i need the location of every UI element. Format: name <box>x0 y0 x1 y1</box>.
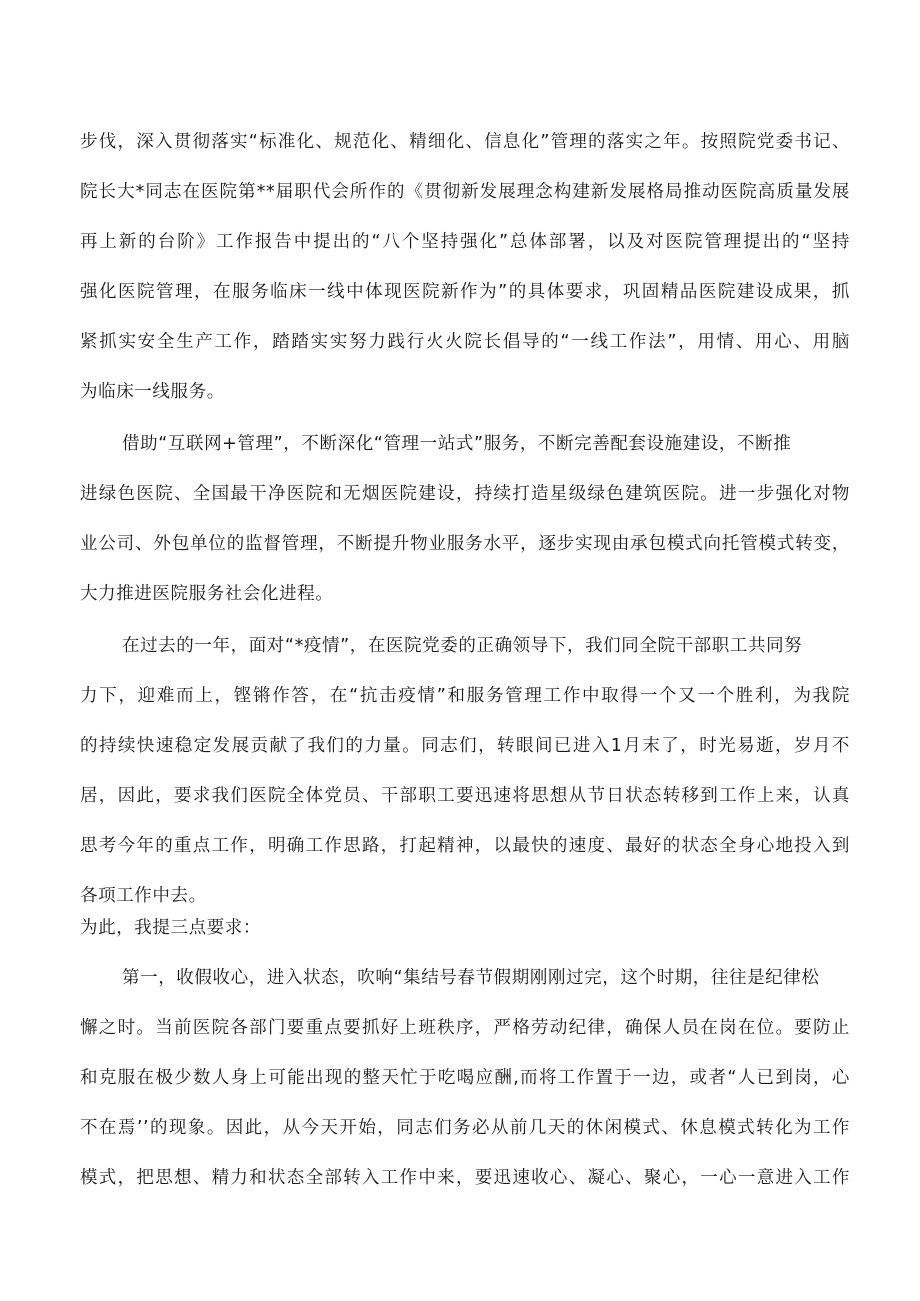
paragraph-5-line-1: 第一，收假收心，进入状态，吹响“集结号春节假期刚刚过完，这个时期，往往是纪律松 <box>122 968 820 988</box>
paragraph-3-line-5: 思考今年的重点工作，明确工作思路，打起精神，以最快的速度、最好的状态全身心地投入到 <box>80 836 850 856</box>
paragraph-2-line-2: 进绿色医院、全国最干净医院和无烟医院建设，持续打造星级绿色建筑医院。进一步强化对物 <box>80 484 850 504</box>
paragraph-5-line-3: 和克服在极少数人身上可能出现的整天忙于吃喝应酬,而将工作置于一边，或者“人已到岗，心 <box>80 1068 850 1088</box>
paragraph-1-line-2: 院长大*同志在医院第**届职代会所作的《贯彻新发展理念构建新发展格局推动医院高质量发展 <box>80 182 850 202</box>
paragraph-4-line-1: 为此，我提三点要求： <box>80 918 261 938</box>
paragraph-2-line-4: 大力推进医院服务社会化进程。 <box>80 584 334 604</box>
paragraph-1-line-3: 再上新的台阶》工作报告中提出的“八个坚持强化”总体部署，以及对医院管理提出的“坚持 <box>80 232 850 252</box>
paragraph-5-line-4: 不在焉’’的现象。因此，从今天开始，同志们务必从前几天的休闲模式、休息模式转化为工作 <box>80 1118 850 1138</box>
paragraph-3-line-4: 居，因此，要求我们医院全体党员、干部职工要迅速将思想从节日状态转移到工作上来，认真 <box>80 786 850 806</box>
paragraph-5-line-5: 模式，把思想、精力和状态全部转入工作中来，要迅速收心、凝心、聚心，一心一意进入工作 <box>80 1168 850 1188</box>
paragraph-1-line-4: 强化医院管理，在服务临床一线中体现医院新作为”的具体要求，巩固精品医院建设成果，抓 <box>80 282 850 302</box>
paragraph-5-line-2: 懈之时。当前医院各部门要重点要抓好上班秩序，严格劳动纪律，确保人员在岗在位。要防止 <box>80 1018 850 1038</box>
paragraph-3-line-2: 力下，迎难而上，铿锵作答，在“抗击疫情”和服务管理工作中取得一个又一个胜利，为我院 <box>80 686 850 706</box>
paragraph-1-line-5: 紧抓实安全生产工作，踏踏实实努力践行火火院长倡导的“一线工作法”，用情、用心、用脑 <box>80 332 850 352</box>
paragraph-3-line-6: 各项工作中去。 <box>80 886 207 906</box>
paragraph-3-line-1: 在过去的一年，面对“*疫情”，在医院党委的正确领导下，我们同全院干部职工共同努 <box>122 636 803 656</box>
paragraph-3-line-3: 的持续快速稳定发展贡献了我们的力量。同志们，转眼间已进入1月末了，时光易逝，岁月不 <box>80 736 850 756</box>
paragraph-2-line-3: 业公司、外包单位的监督管理，不断提升物业服务水平，逐步实现由承包模式向托管模式转变， <box>80 534 850 554</box>
paragraph-1-line-6: 为临床一线服务。 <box>80 382 225 402</box>
paragraph-1-line-1: 步伐，深入贯彻落实“标准化、规范化、精细化、信息化”管理的落实之年。按照院党委书记、 <box>80 132 850 152</box>
paragraph-2-line-1: 借助“互联网+管理”，不断深化“管理一站式”服务，不断完善配套设施建设，不断推 <box>122 434 792 454</box>
